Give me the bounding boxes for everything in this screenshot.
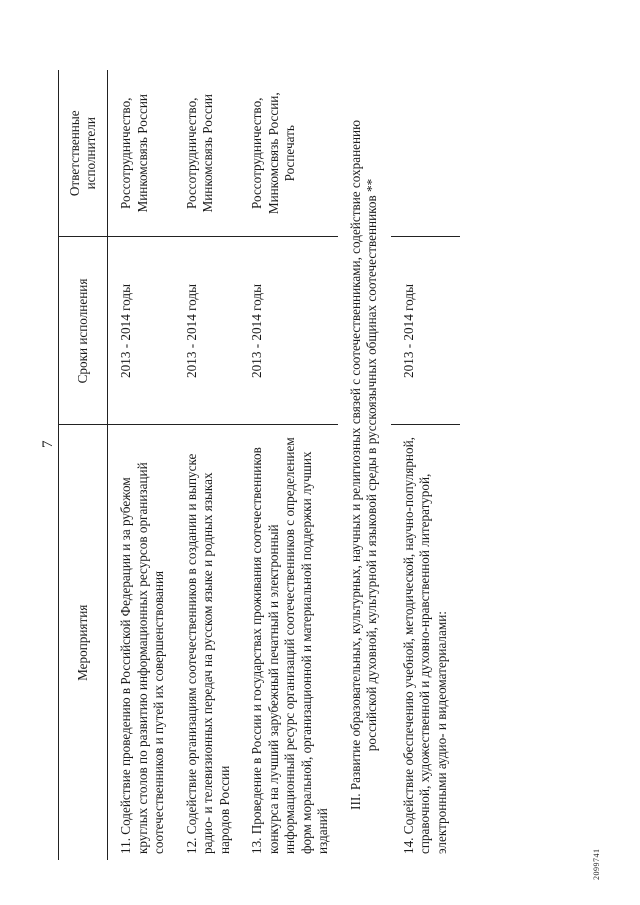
activity-cell: 11. Содействие проведению в Российской Федерации и за рубежом круглых столов по развитию информационных ресурсов организаций соотечественников и путей их совершенствования xyxy=(118,462,166,854)
header-responsible: Ответственные исполнители xyxy=(59,70,108,237)
term-cell: 2013 - 2014 годы xyxy=(391,237,461,425)
table-row xyxy=(391,70,461,860)
responsible-cell: Россотрудничество, Минкомсвязь России, Роспечать xyxy=(239,70,338,237)
section-row xyxy=(338,70,391,860)
page-number: 7 xyxy=(40,440,56,448)
table-row xyxy=(108,70,174,860)
term-cell: 2013 - 2014 годы xyxy=(108,237,174,425)
table-header-row xyxy=(59,70,108,860)
activity-cell: 13. Проведение в России и государствах проживания соотечественников конкурса на лучший зарубежный печатный и электронный информационный ресурс организаций соотечественников с определением форм моральной, организационной и материальной поддержки лучших изданий xyxy=(249,437,330,854)
activity-cell: 14. Содействие обеспечению учебной, методической, научно-популярной, справочной, художественной и духовно-нравственной литературой, электронными аудио- и видеоматериалами: xyxy=(400,437,449,854)
term-cell: 2013 - 2014 годы xyxy=(239,237,338,425)
header-terms: Сроки исполнения xyxy=(59,237,108,425)
responsible-cell: Россотрудничество, Минкомсвязь России xyxy=(174,70,240,237)
rotated-content xyxy=(58,70,458,860)
section-title: III. Развитие образовательных, культурных, научных и религиозных связей с соотечественниками, содействие сохранению российской духовной, культурной и языковой среды в русскоязычных общинах соотечественников ** xyxy=(347,120,379,810)
document-code: 2099741 xyxy=(592,848,601,880)
activities-table xyxy=(58,70,460,860)
responsible-cell xyxy=(391,70,461,237)
term-cell: 2013 - 2014 годы xyxy=(174,237,240,425)
responsible-cell: Россотрудничество, Минкомсвязь России xyxy=(108,70,174,237)
header-activities: Мероприятия xyxy=(59,425,108,860)
activity-cell: 12. Содействие организациям соотечественников в создании и выпуске радио- и телевизионных передач на русском языке и родных языках народов России xyxy=(183,453,232,854)
table-row xyxy=(239,70,338,860)
table-row xyxy=(174,70,240,860)
